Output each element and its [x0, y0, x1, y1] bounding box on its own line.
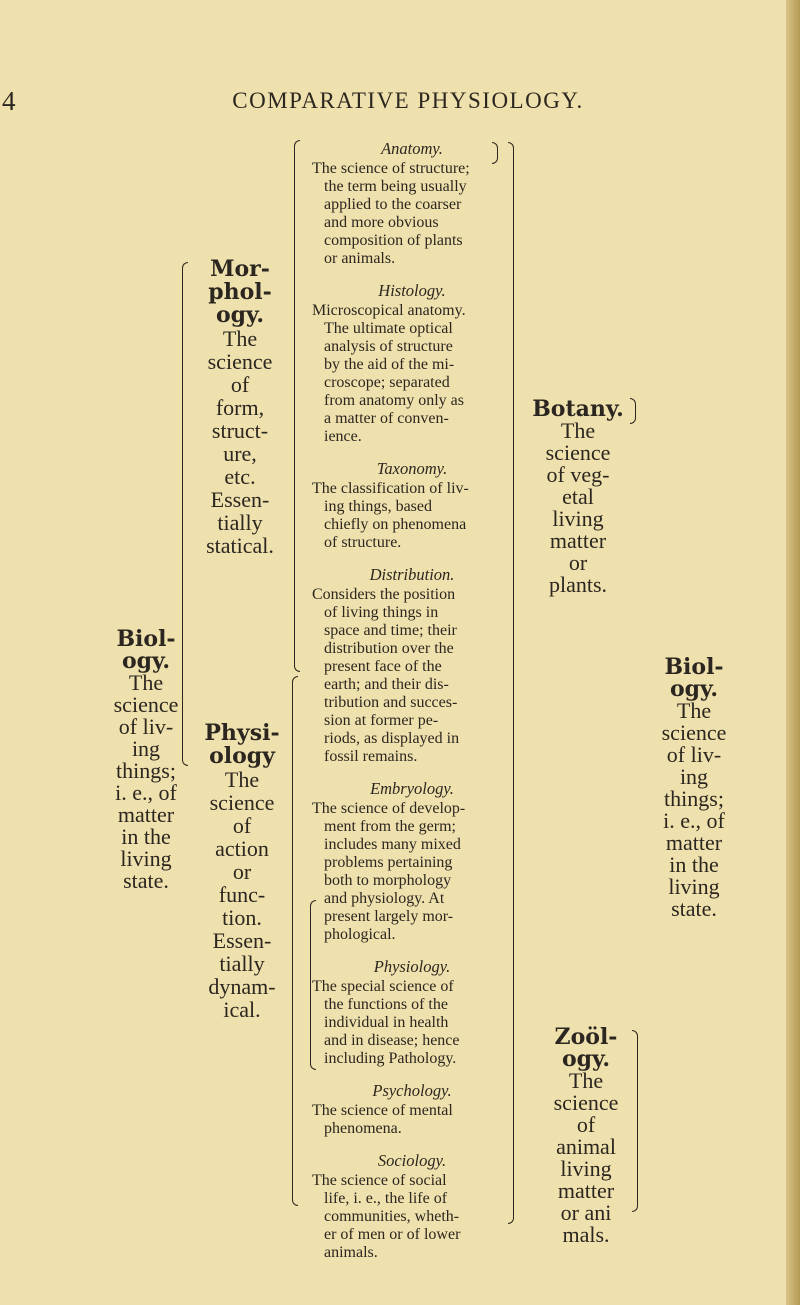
physiology-term: Physi-	[204, 720, 280, 746]
entry-line: including Pathology.	[324, 1050, 457, 1067]
biology-right-text: in the	[669, 852, 719, 877]
entry-histology	[312, 282, 512, 446]
entry-line: The classification of liv-	[312, 480, 469, 497]
biology-right-text: matter	[665, 830, 723, 855]
entry-title: Taxonomy.	[376, 459, 448, 478]
entry-title: Sociology.	[377, 1151, 447, 1170]
morphology-text: statical.	[206, 533, 274, 558]
biology-left-text: i. e., of	[115, 780, 177, 805]
entry-line: a matter of conven-	[324, 410, 449, 427]
brace-botany-right	[630, 398, 636, 424]
biology-left-term-2: ogy.	[122, 648, 170, 674]
morphology-term-2: phol-	[208, 279, 272, 305]
entry-title: Histology.	[378, 281, 446, 300]
entry-line: The special science of	[312, 978, 454, 995]
entry-line: ing things, based	[324, 498, 432, 515]
zoology-text: The	[568, 1068, 604, 1093]
morphology-term-3: ogy.	[216, 302, 264, 328]
entry-line: The science of structure;	[312, 160, 470, 177]
entry-line: problems pertaining	[324, 854, 453, 871]
entry-title: Distribution.	[369, 565, 455, 584]
biology-left-term: Biol-	[116, 626, 176, 652]
entry-line: space and time; their	[324, 622, 457, 639]
biology-right-text: science	[661, 720, 727, 745]
botany-text: or	[568, 550, 588, 575]
biology-right-column	[646, 656, 742, 920]
zoology-text: living	[560, 1156, 612, 1181]
botany-text: etal	[562, 484, 594, 509]
biology-left-text: of liv-	[118, 714, 174, 739]
entry-line: The ultimate optical	[324, 320, 453, 337]
entry-line: ment from the germ;	[324, 818, 456, 835]
entry-line: of structure.	[324, 534, 402, 551]
entry-line: The science of develop-	[312, 800, 466, 817]
physiology-text: of	[232, 813, 252, 838]
physiology-text: Essen-	[212, 928, 272, 953]
entry-line: Microscopical anatomy.	[312, 302, 466, 319]
entry-line: phological.	[324, 926, 396, 943]
botany-column	[528, 398, 628, 596]
biology-left-text: state.	[123, 868, 169, 893]
physiology-text: tion.	[222, 905, 262, 930]
entry-line: present face of the	[324, 658, 442, 675]
entry-taxonomy	[312, 460, 512, 552]
physiology-text: science	[209, 790, 275, 815]
entry-line: the term being usually	[324, 178, 467, 195]
morphology-text: form,	[215, 395, 265, 420]
entry-line: individual in health	[324, 1014, 449, 1031]
entry-distribution	[312, 566, 512, 766]
biology-right-text: ing	[679, 764, 709, 789]
zoology-column	[536, 1026, 636, 1246]
entry-title: Physiology.	[373, 957, 451, 976]
biology-left-column	[106, 628, 186, 892]
biology-right-term: Biol-	[664, 654, 724, 680]
biology-left-text: ing	[131, 736, 161, 761]
zoology-text: matter	[557, 1178, 615, 1203]
entries-column	[312, 140, 512, 1276]
physiology-text: dynam-	[208, 974, 276, 999]
biology-right-text: state.	[671, 896, 717, 921]
entry-line: applied to the coarser	[324, 196, 462, 213]
botany-text: The	[560, 418, 596, 443]
biology-right-text: i. e., of	[663, 808, 725, 833]
biology-left-text: The	[128, 670, 164, 695]
brace-botany-group	[508, 142, 514, 1224]
entry-line: tribution and succes-	[324, 694, 458, 711]
zoology-text: animal	[556, 1134, 616, 1159]
biology-right-term-2: ogy.	[670, 676, 718, 702]
physiology-text: action	[215, 836, 269, 861]
entry-line: of living things in	[324, 604, 439, 621]
zoology-text: mals.	[562, 1222, 610, 1247]
botany-term: Botany.	[532, 396, 624, 422]
morphology-text: science	[207, 349, 273, 374]
biology-left-text: science	[113, 692, 179, 717]
biology-right-text: things;	[664, 786, 724, 811]
morphology-column	[194, 258, 286, 557]
morphology-text: struct-	[211, 418, 269, 443]
biology-left-text: in the	[121, 824, 171, 849]
entry-line: The science of social	[312, 1172, 447, 1189]
entry-line: earth; and their dis-	[324, 676, 449, 693]
physiology-text: tially	[219, 951, 265, 976]
physiology-column	[196, 722, 288, 1021]
entry-line: the functions of the	[324, 996, 448, 1013]
biology-left-text: matter	[117, 802, 175, 827]
botany-text: science	[545, 440, 611, 465]
zoology-text: science	[553, 1090, 619, 1115]
page-number: 4	[2, 86, 16, 116]
entry-line: present largely mor-	[324, 908, 454, 925]
entry-line: or animals.	[324, 250, 396, 267]
running-title: COMPARATIVE PHYSIOLOGY.	[232, 88, 584, 113]
entry-anatomy	[312, 140, 512, 268]
morphology-text: ure,	[223, 441, 257, 466]
entry-line: and physiology. At	[324, 890, 445, 907]
entry-line: composition of plants	[324, 232, 463, 249]
entry-title: Psychology.	[372, 1081, 452, 1100]
zoology-term: Zoöl-	[554, 1024, 618, 1050]
entry-line: ience.	[324, 428, 362, 445]
entry-line: distribution over the	[324, 640, 454, 657]
zoology-term-2: ogy.	[562, 1046, 610, 1072]
morphology-text: The	[222, 326, 258, 351]
morphology-text: Essen-	[210, 487, 270, 512]
page-edge	[786, 0, 800, 1305]
entry-physiology	[312, 958, 512, 1068]
entry-embryology	[312, 780, 512, 944]
entry-line: fossil remains.	[324, 748, 418, 765]
botany-text: matter	[549, 528, 607, 553]
entry-sociology	[312, 1152, 512, 1262]
brace-physiology-entries	[292, 676, 298, 1206]
entry-line: includes many mixed	[324, 836, 461, 853]
entry-line: and in disease; hence	[324, 1032, 460, 1049]
entry-line: Considers the position	[312, 586, 456, 603]
entry-line: croscope; separated	[324, 374, 450, 391]
brace-zoology-right	[632, 1030, 638, 1212]
entry-title: Anatomy.	[381, 139, 443, 158]
entry-line: animals.	[324, 1244, 378, 1261]
morphology-text: etc.	[224, 464, 256, 489]
entry-line: from anatomy only as	[324, 392, 464, 409]
brace-morphology-entries	[294, 140, 300, 672]
entry-line: life, i. e., the life of	[324, 1190, 448, 1207]
physiology-text: ical.	[223, 997, 261, 1022]
botany-text: of veg-	[546, 462, 610, 487]
morphology-term: Mor-	[210, 256, 270, 282]
entry-line: sion at former pe-	[324, 712, 439, 729]
physiology-text: func-	[218, 882, 266, 907]
biology-left-text: living	[120, 846, 172, 871]
biology-right-text: of liv-	[666, 742, 722, 767]
physiology-term-2: ology	[209, 743, 275, 769]
entry-psychology	[312, 1082, 512, 1138]
entry-line: riods, as displayed in	[324, 730, 460, 747]
page-header	[0, 86, 800, 120]
biology-right-text: living	[668, 874, 720, 899]
biology-right-text: The	[676, 698, 712, 723]
entry-line: er of men or of lower	[324, 1226, 461, 1243]
entry-line: The science of mental	[312, 1102, 453, 1119]
botany-text: living	[552, 506, 604, 531]
entry-line: chiefly on phenomena	[324, 516, 467, 533]
entry-line: analysis of structure	[324, 338, 453, 355]
physiology-text: or	[232, 859, 252, 884]
physiology-text: The	[224, 767, 260, 792]
morphology-text: tially	[217, 510, 263, 535]
biology-left-text: things;	[116, 758, 176, 783]
botany-text: plants.	[548, 572, 608, 597]
morphology-text: of	[230, 372, 250, 397]
entry-line: by the aid of the mi-	[324, 356, 455, 373]
brace-left-main	[182, 262, 188, 766]
zoology-text: of	[576, 1112, 596, 1137]
zoology-text: or ani	[560, 1200, 612, 1225]
entry-line: and more obvious	[324, 214, 439, 231]
entry-title: Embryology.	[370, 779, 454, 798]
entry-line: communities, wheth-	[324, 1208, 460, 1225]
entry-line: both to morphology	[324, 872, 452, 889]
brace-anatomy-right	[492, 142, 498, 164]
entry-line: phenomena.	[324, 1120, 402, 1137]
